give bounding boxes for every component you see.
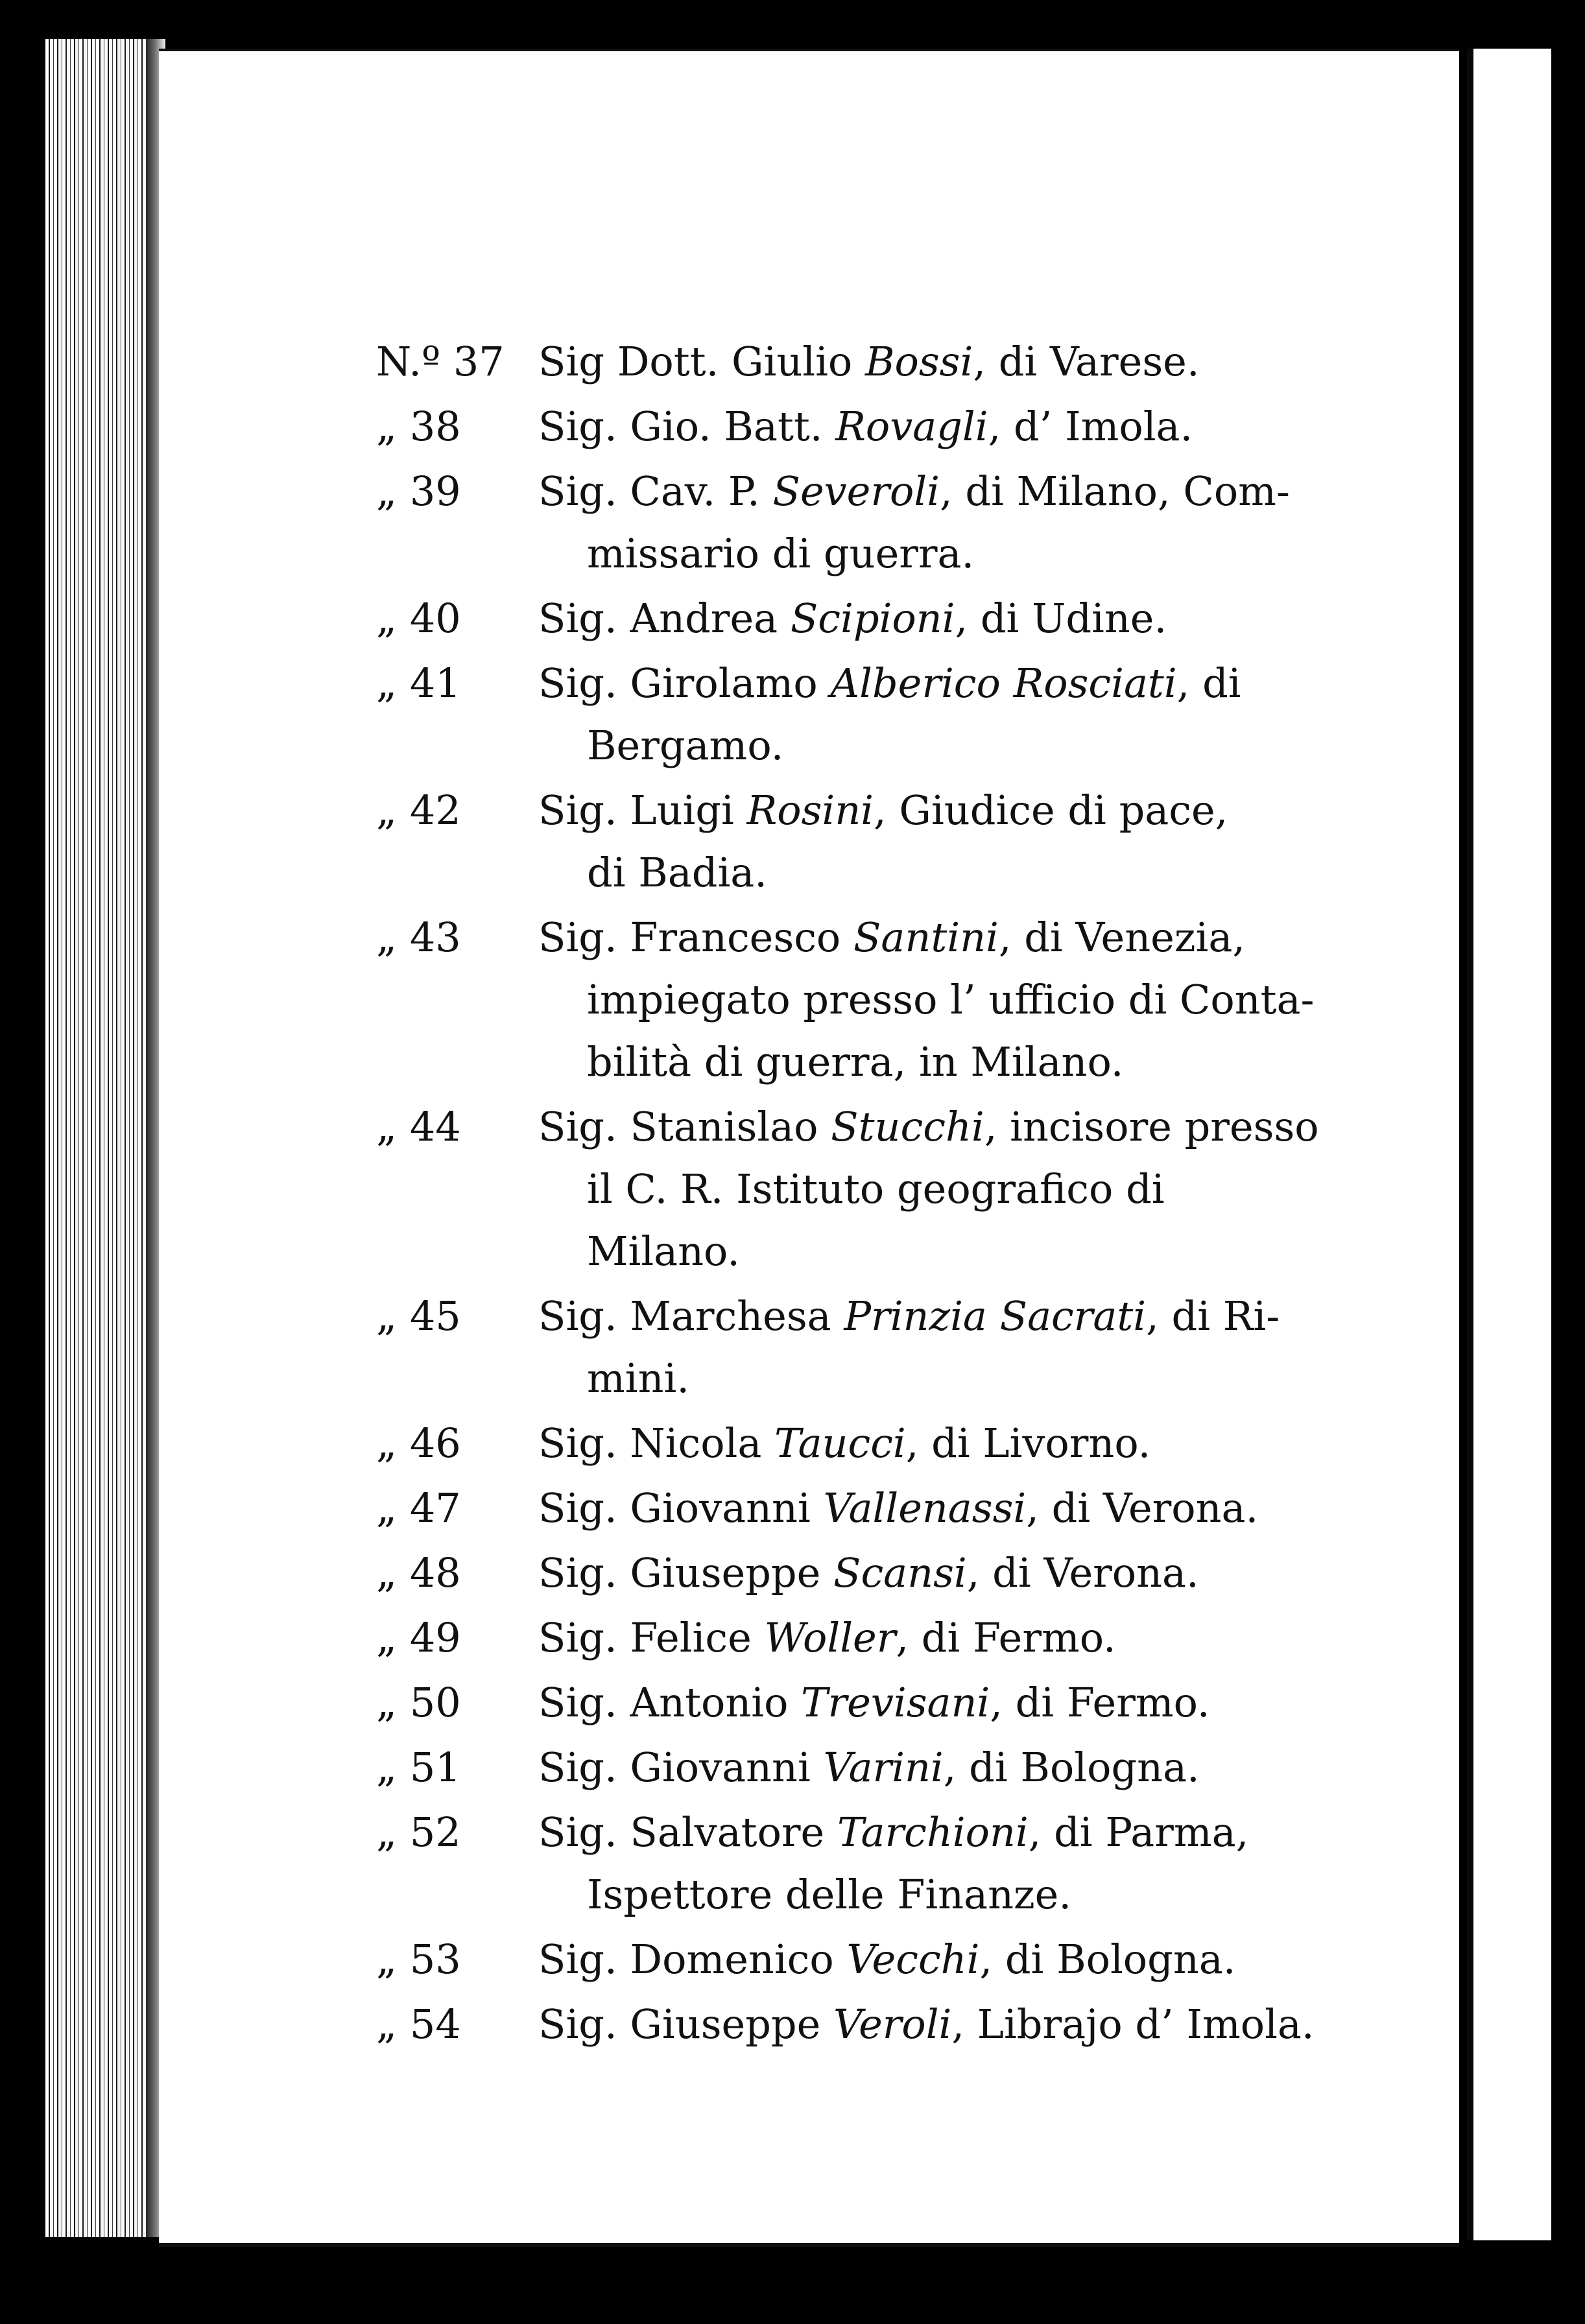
entry-number: „ 38 xyxy=(376,403,461,450)
entry-text xyxy=(538,907,1329,969)
entry-text xyxy=(538,1412,1329,1475)
entry-surname: Bossi xyxy=(864,338,973,385)
list-entry xyxy=(376,652,1329,777)
entry-continuation: il C. R. Istituto geografico di Milano. xyxy=(587,1165,1165,1275)
entry-number: „ 43 xyxy=(376,914,461,961)
entry-suffix: , di Bologna. xyxy=(979,1936,1236,1983)
entry-suffix: , incisore presso xyxy=(984,1103,1319,1150)
entry-suffix: , di Bologna. xyxy=(943,1744,1200,1791)
entry-text xyxy=(538,460,1329,523)
list-entry xyxy=(376,1096,1329,1283)
entry-text xyxy=(538,652,1329,715)
entry-number: „ 41 xyxy=(376,659,461,707)
entry-prefix: Sig. Francesco xyxy=(538,914,853,961)
entry-surname: Veroli xyxy=(833,2000,952,2048)
entry-suffix: , di Fermo. xyxy=(990,1679,1210,1726)
entry-suffix: , di Verona. xyxy=(966,1549,1199,1596)
entry-number: „ 48 xyxy=(376,1549,461,1596)
entry-surname: Scipioni xyxy=(790,595,955,642)
list-entry xyxy=(376,587,1329,650)
entry-prefix: Sig. Giuseppe xyxy=(538,1549,833,1596)
list-entry xyxy=(376,1285,1329,1410)
entry-prefix: Sig. Antonio xyxy=(538,1679,802,1726)
list-entry xyxy=(376,779,1329,904)
list-entry xyxy=(376,460,1329,585)
entry-surname: Woller xyxy=(764,1614,896,1661)
entry-prefix: Sig. Salvatore xyxy=(538,1808,837,1856)
entry-surname: Scansi xyxy=(833,1549,967,1596)
entry-prefix: Sig. Giovanni xyxy=(538,1744,824,1791)
entry-suffix: , di Parma, xyxy=(1028,1808,1249,1856)
list-entry xyxy=(376,396,1329,458)
list-entry xyxy=(376,907,1329,1093)
list-entry xyxy=(376,1607,1329,1669)
entry-number: „ 45 xyxy=(376,1292,461,1340)
entry-number: „ 52 xyxy=(376,1808,461,1856)
list-entry xyxy=(376,1993,1329,2056)
list-entry xyxy=(376,1477,1329,1539)
entry-prefix: Sig. Andrea xyxy=(538,595,791,642)
entry-continuation: Ispettore delle Finanze. xyxy=(587,1871,1072,1918)
entry-prefix: Sig. Cav. P. xyxy=(538,468,773,515)
entry-number: „ 44 xyxy=(376,1103,461,1150)
entry-number: „ 51 xyxy=(376,1744,461,1791)
entry-continuation: mini. xyxy=(587,1355,690,1402)
entry-suffix: , d’ Imola. xyxy=(988,403,1193,450)
entry-text xyxy=(538,1801,1329,1864)
list-entry xyxy=(376,1542,1329,1604)
entry-prefix: Sig. Girolamo xyxy=(538,659,831,707)
entry-text xyxy=(538,1477,1329,1539)
list-entry xyxy=(376,1737,1329,1799)
entry-prefix: Sig. Domenico xyxy=(538,1936,847,1983)
entry-number: „ 54 xyxy=(376,2000,461,2048)
facing-page-edge xyxy=(1467,49,1551,2240)
entry-text xyxy=(538,1928,1329,1991)
entry-surname: Taucci xyxy=(774,1419,906,1467)
entry-suffix: , di Venezia, xyxy=(998,914,1246,961)
page-edges xyxy=(45,39,159,2237)
entry-number: „ 39 xyxy=(376,468,461,515)
entry-text xyxy=(538,1737,1329,1799)
entry-text xyxy=(538,1672,1329,1734)
entry-number: „ 47 xyxy=(376,1484,461,1532)
entry-surname: Varini xyxy=(823,1744,944,1791)
entry-suffix: , di Udine. xyxy=(955,595,1167,642)
entry-number: N.º 37 xyxy=(376,338,505,385)
entry-text xyxy=(538,1542,1329,1604)
list-entry xyxy=(376,331,1329,393)
entry-suffix: , di Livorno. xyxy=(905,1419,1151,1467)
entry-continuation: impiegato presso l’ ufficio di Conta-bilità di guerra, in Milano. xyxy=(587,976,1315,1085)
entry-surname: Stucchi xyxy=(831,1103,984,1150)
entry-prefix: Sig Dott. Giulio xyxy=(538,338,865,385)
entry-number: „ 40 xyxy=(376,595,461,642)
entry-surname: Alberico Rosciati xyxy=(830,659,1177,707)
entry-text xyxy=(538,1993,1329,2056)
entry-continuation: di Badia. xyxy=(587,849,767,896)
entry-text xyxy=(538,1607,1329,1669)
entry-text xyxy=(538,396,1329,458)
entry-text xyxy=(538,779,1329,842)
entry-continuation: missario di guerra. xyxy=(587,530,975,577)
entry-suffix: , di Milano, Com- xyxy=(939,468,1290,515)
entry-number: „ 46 xyxy=(376,1419,461,1467)
entry-surname: Prinzia Sacrati xyxy=(844,1292,1147,1340)
entry-surname: Rosini xyxy=(746,787,874,834)
entry-suffix: , Librajo d’ Imola. xyxy=(951,2000,1315,2048)
entry-suffix: , di xyxy=(1176,659,1241,707)
entry-prefix: Sig. Nicola xyxy=(538,1419,775,1467)
entry-text xyxy=(538,331,1329,393)
list-entry xyxy=(376,1928,1329,1991)
entry-prefix: Sig. Gio. Batt. xyxy=(538,403,836,450)
entry-surname: Severoli xyxy=(772,468,940,515)
entry-surname: Vallenassi xyxy=(823,1484,1027,1532)
entry-prefix: Sig. Giovanni xyxy=(538,1484,824,1532)
list-entry xyxy=(376,1672,1329,1734)
entry-text xyxy=(538,587,1329,650)
entry-surname: Trevisani xyxy=(801,1679,990,1726)
entry-prefix: Sig. Giuseppe xyxy=(538,2000,833,2048)
entry-suffix: , di Fermo. xyxy=(896,1614,1116,1661)
entry-suffix: , di Verona. xyxy=(1026,1484,1259,1532)
entry-prefix: Sig. Stanislao xyxy=(538,1103,831,1150)
entry-surname: Rovagli xyxy=(835,403,988,450)
entry-number: „ 49 xyxy=(376,1614,461,1661)
entry-text xyxy=(538,1096,1329,1158)
entry-prefix: Sig. Luigi xyxy=(538,787,747,834)
list-entry xyxy=(376,1801,1329,1926)
entry-suffix: , di Varese. xyxy=(973,338,1200,385)
entry-number: „ 42 xyxy=(376,787,461,834)
entry-suffix: , Giudice di pace, xyxy=(874,787,1228,834)
entry-number: „ 53 xyxy=(376,1936,461,1983)
subscriber-list xyxy=(376,331,1329,2058)
entry-suffix: , di Ri- xyxy=(1146,1292,1280,1340)
entry-surname: Santini xyxy=(853,914,999,961)
entry-number: „ 50 xyxy=(376,1679,461,1726)
entry-surname: Tarchioni xyxy=(837,1808,1029,1856)
list-entry xyxy=(376,1412,1329,1475)
entry-prefix: Sig. Felice xyxy=(538,1614,765,1661)
entry-prefix: Sig. Marchesa xyxy=(538,1292,844,1340)
entry-continuation: Bergamo. xyxy=(587,722,784,769)
entry-text xyxy=(538,1285,1329,1347)
entry-surname: Vecchi xyxy=(846,1936,980,1983)
